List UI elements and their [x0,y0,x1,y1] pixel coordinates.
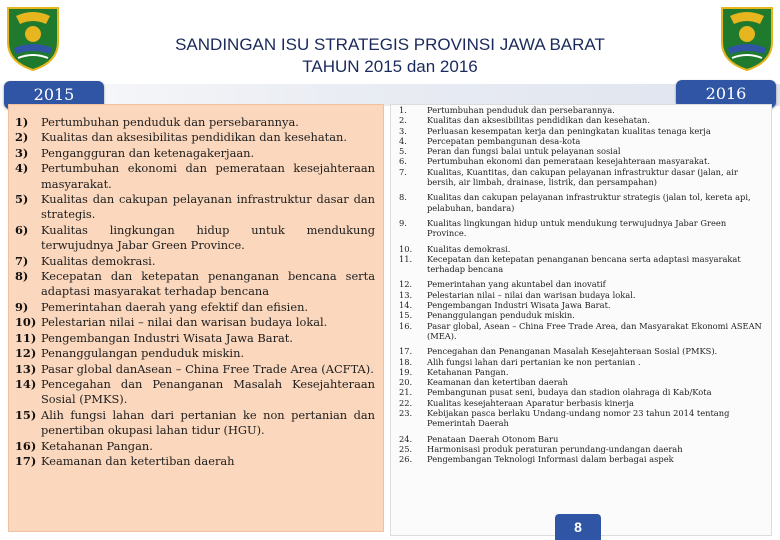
list-item [15,377,375,408]
item-text: Penanggulangan penduduk miskin. [427,310,575,321]
item-number: 7. [399,166,407,177]
title-line-1: SANDINGAN ISU STRATEGIS PROVINSI JAWA BARAT [175,35,605,54]
item-text: Kualitas dan cakupan pelayanan infrastruktur dasar dan strategis. [41,192,375,222]
list-item [15,315,375,330]
list-item [399,146,765,156]
tab-2015: 2015 [4,81,104,109]
item-number: 6. [399,156,407,167]
page-title [120,34,660,78]
item-number: 20. [399,377,413,388]
list-item [399,346,765,356]
list-item [399,254,765,275]
item-number: 9) [15,299,29,314]
list-item [399,167,765,188]
item-number: 24. [399,433,413,444]
list-item [399,377,765,387]
item-number: 10. [399,243,413,254]
item-number: 18. [399,356,413,367]
list-item [15,192,375,223]
item-number: 19. [399,366,413,377]
tab-2016: 2016 [676,80,776,108]
list-item [399,156,765,166]
item-text: Percepatan pembangunan desa-kota [427,135,581,146]
title-line-2: TAHUN 2015 dan 2016 [302,57,478,76]
list-item [399,454,765,464]
list-item [15,300,375,315]
item-text: Kualitas demokrasi. [41,253,156,268]
item-number: 4) [15,161,29,176]
item-number: 23. [399,408,413,419]
list-item [399,398,765,408]
panel-2015 [8,104,384,532]
item-text: Pencegahan dan Penanganan Masalah Kesejahteraan Sosial (PMKS). [41,376,375,407]
list-item [15,269,375,300]
item-number: 4. [399,135,407,146]
item-text: Kualitas dan cakupan pelayanan infrastruktur strategis (jalan tol, kereta api, pelabuhan, bandara) [427,192,751,213]
isu-2016-list [391,105,771,465]
item-text: Kualitas demokrasi. [427,243,511,254]
isu-2015-list [9,105,383,469]
item-number: 17) [15,453,37,468]
list-item [399,321,765,342]
item-text: Pertumbuhan ekonomi dan pemerataan kesejahteraan masyarakat. [41,161,375,191]
item-number: 25. [399,443,413,454]
item-number: 14) [15,376,37,391]
list-item [399,434,765,444]
list-item [399,290,765,300]
item-text: Pelestarian nilai – nilai dan warisan budaya lokal. [427,289,636,300]
item-text: Harmonisasi produk peraturan perundang-undangan daerah [427,443,683,454]
list-item [15,146,375,161]
west-java-emblem-right-icon [718,4,776,72]
item-text: Penanggulangan penduduk miskin. [41,346,245,361]
list-item [15,161,375,192]
item-text: Ketahanan Pangan. [41,438,153,453]
item-text: Kualitas, Kuantitas, dan cakupan pelayanan infrastruktur dasar (jalan, air bersih, air limbah, drainase, listrik, dan persampahan) [427,166,738,188]
item-text: Pencegahan dan Penanganan Masalah Kesejahteraan Sosial (PMKS). [427,346,718,357]
item-number: 16) [15,438,37,453]
item-text: Peran dan fungsi balai untuk pelayanan sosial [427,146,621,157]
item-text: Pemerintahan daerah yang efektif dan efisien. [41,299,309,314]
item-text: Penataan Daerah Otonom Baru [427,433,559,444]
item-number: 12. [399,279,413,290]
item-number: 15. [399,310,413,321]
item-number: 6) [15,222,29,237]
list-item [399,279,765,289]
item-number: 8. [399,192,407,203]
item-number: 13. [399,289,413,300]
item-text: Pelestarian nilai – nilai dan warisan budaya lokal. [41,315,328,330]
item-text: Pengembangan Industri Wisata Jawa Barat. [41,330,294,345]
list-item [15,408,375,439]
item-text: Kecepatan dan ketepatan penanganan bencana serta adaptasi masyarakat terhadap bencana [41,269,375,299]
item-number: 13) [15,361,37,376]
west-java-emblem-left-icon [4,4,62,72]
item-number: 8) [15,269,29,284]
item-number: 17. [399,346,413,357]
item-number: 12) [15,346,37,361]
item-number: 11. [399,253,413,264]
item-number: 21. [399,387,413,398]
item-text: Pertumbuhan ekonomi dan pemerataan kesejahteraan masyarakat. [427,156,710,167]
item-text: Kualitas lingkungan hidup untuk mendukung terwujudnya Jabar Green Province. [427,217,727,239]
list-item [399,126,765,136]
item-text: Perluasan kesempatan kerja dan peningkatan kualitas tenaga kerja [427,125,711,136]
item-number: 5. [399,146,407,157]
item-text: Pengangguran dan ketenagakerjaan. [41,145,255,160]
list-item [399,444,765,454]
item-text: Kualitas kesejahteraan Aparatur berbasis kinerja [427,397,634,408]
list-item [399,192,765,213]
item-text: Alih fungsi lahan dari pertanian ke non pertanian dan penertiban okupasi lahan tidur (HGU). [41,407,375,438]
item-number: 7) [15,253,29,268]
item-number: 10) [15,315,37,330]
list-item [15,115,375,130]
item-number: 16. [399,320,413,331]
list-item [399,218,765,239]
header-band [0,84,780,106]
list-item [399,408,765,429]
item-number: 9. [399,217,407,228]
item-number: 15) [15,407,37,422]
list-item [15,254,375,269]
item-number: 1. [399,105,407,115]
list-item [15,454,375,469]
item-number: 11) [15,330,37,345]
page-number: 8 [555,514,601,540]
item-text: Kualitas lingkungan hidup untuk mendukung terwujudnya Jabar Green Province. [41,222,375,253]
item-number: 14. [399,300,413,311]
item-text: Pembangunan pusat seni, budaya dan stadion olahraga di Kab/Kota [427,387,712,398]
item-number: 5) [15,192,29,207]
list-item [15,362,375,377]
list-item [15,439,375,454]
item-text: Kualitas dan aksesibilitas pendidikan dan kesehatan. [41,130,347,145]
list-item [15,130,375,145]
item-number: 22. [399,397,413,408]
item-number: 3. [399,125,407,136]
item-text: Alih fungsi lahan dari pertanian ke non pertanian . [427,356,641,367]
panel-2016 [390,104,772,536]
item-text: Kualitas dan aksesibilitas pendidikan dan kesehatan. [427,115,650,126]
item-number: 3) [15,145,29,160]
list-item [399,136,765,146]
item-number: 2) [15,130,29,145]
list-item [399,367,765,377]
item-text: Pengembangan Teknologi Informasi dalam berbagai aspek [427,454,674,465]
list-item [15,346,375,361]
item-number: 2. [399,115,407,126]
item-text: Kebijakan pasca berlaku Undang-undang nomor 23 tahun 2014 tentang Pemerintah Daerah [427,408,730,429]
list-item [399,387,765,397]
item-text: Pemerintahan yang akuntabel dan inovatif [427,279,606,290]
list-item [399,115,765,125]
item-text: Pengembangan Industri Wisata Jawa Barat. [427,300,611,311]
list-item [399,244,765,254]
item-number: 26. [399,454,413,465]
item-text: Pasar global, Asean – China Free Trade Area, dan Masyarakat Ekonomi ASEAN (MEA). [427,320,762,341]
item-text: Keamanan dan ketertiban daerah [41,453,235,468]
item-text: Ketahanan Pangan. [427,366,509,377]
item-text: Pertumbuhan penduduk dan persebarannya. [427,105,615,115]
item-text: Pertumbuhan penduduk dan persebarannya. [41,115,299,129]
item-text: Keamanan dan ketertiban daerah [427,377,568,388]
list-item [15,331,375,346]
item-number: 1) [15,115,29,129]
list-item [399,300,765,310]
list-item [15,223,375,254]
item-text: Kecepatan dan ketepatan penanganan bencana serta adaptasi masyarakat terhadap bencana [427,253,741,275]
item-text: Pasar global danAsean – China Free Trade Area (ACFTA). [41,361,374,376]
list-item [399,105,765,115]
list-item [399,310,765,320]
list-item [399,357,765,367]
